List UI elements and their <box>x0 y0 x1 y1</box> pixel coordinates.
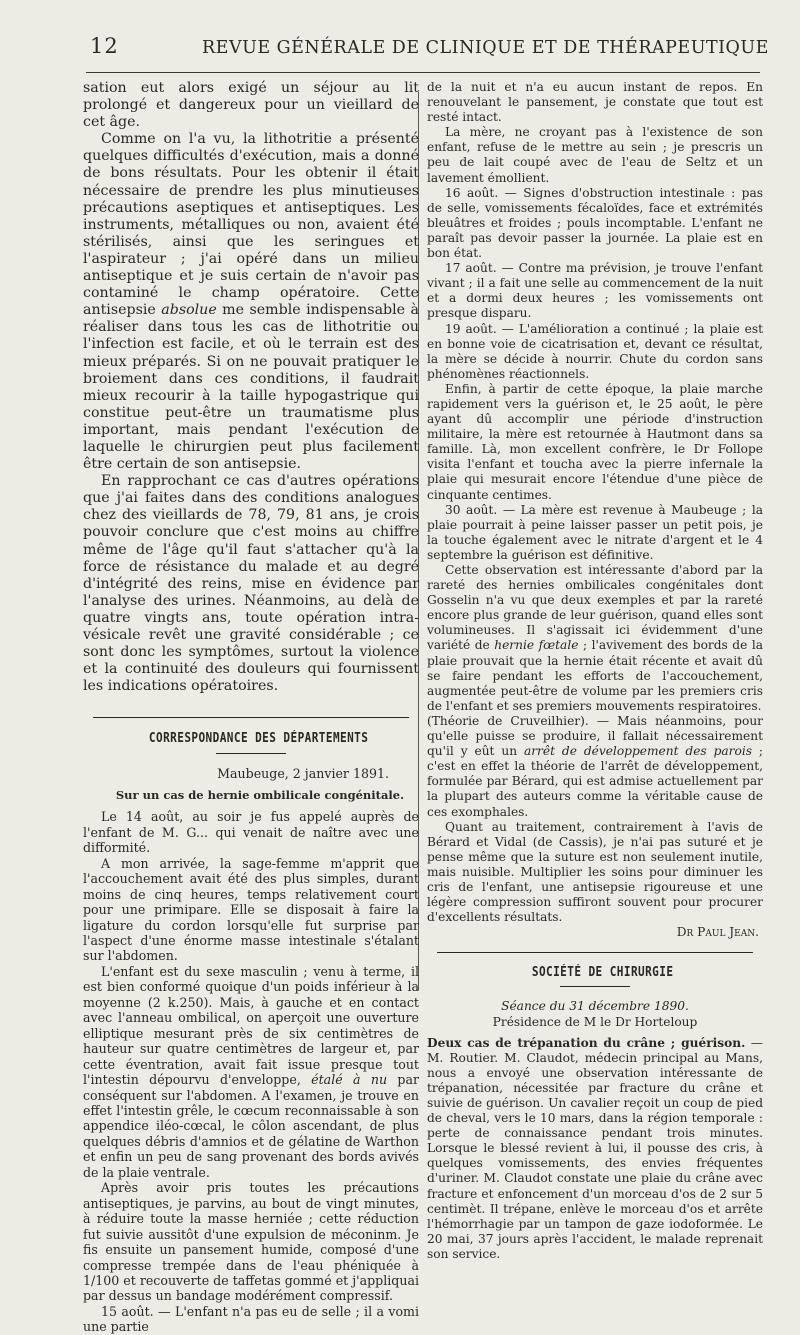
right-column <box>427 80 763 1262</box>
right-paragraph-9 <box>427 714 763 820</box>
right-paragraph-8 <box>427 563 763 714</box>
section-title-societe: SOCIÉTÉ DE CHIRURGIE <box>531 965 674 981</box>
text-run: Comme on l'a vu, la lithotritie a présenté quelques difficultés d'exécution, mais a donné de bons résultats. Pour les obtenir il était nécessaire de prendre les plus minutieuses précautions aseptiques et antiseptiques. Les instruments, métalliques ou non, avaient été stérilisés, ainsi que les seringues et l'aspirateur ; j'ai opéré dans un milieu antiseptique et je suis certain de n'avoir pas contaminé le champ opératoire. Cette antisepsie <box>83 131 419 319</box>
left-paragraph-3: En rapprochant ce cas d'autres opérations que j'ai faites dans des conditions analogues chez des vieillards de 78, 79, 81 ans, je crois pouvoir conclure que c'est moins au chiffre même de l'âge qu'il faut s'attacher qu'à la force de résistance du malade et au degré d'intégrité des reins, mise en évidence par l'analyse des urines. Néanmoins, au delà de quatre vingts ans, toute opération intra-vésicale revêt une gravité considérable ; ce sont donc les symptômes, surtout la violence et la continuité des douleurs qui fournissent les indications opératoires. <box>83 473 419 695</box>
case-paragraph-5: 15 août. — L'enfant n'a pas eu de selle ; il a vomi une partie <box>83 1303 419 1335</box>
emphasis: arrêt de développement des parois <box>523 744 752 759</box>
right-paragraph-7: 30 août. — La mère est revenue à Maubeuge ; la plaie pourrait à peine laisser passer un petit pois, je la touche également avec le nitrate d'argent et le 4 septembre la guérison est définitive. <box>427 502 763 562</box>
signature: Dr Paul Jean. <box>676 925 759 940</box>
case-paragraph-3 <box>83 964 419 1180</box>
seance-label: Séance du <box>501 999 566 1014</box>
right-paragraph-1: de la nuit et n'a eu aucun instant de repos. En renouvelant le pansement, je constate que tout est resté intact. <box>427 80 763 125</box>
case-paragraph-4: Après avoir pris toutes les précautions antiseptiques, je parvins, au bout de vingt minutes, à réduire toute la masse herniée ; cette réduction fut suivie aussitôt d'une expulsion de méconinm. Je fis ensuite un pansement humide, composé d'une compresse trempée dans de l'eau phéniquée à 1/100 et recouverte de taffetas gommé et j'appliquai par dessus un bandage modérément compressif. <box>83 1180 419 1304</box>
text-run: Cette observation est intéressante d'abord par la rareté des hernies ombilicales congénitales dont Gosselin n'a vu que deux exemples et par la rareté encore plus grande de leur guérison, quand elles sont volumineuses. Il s'agissait ici évidemment d'une variété de <box>427 563 763 653</box>
section-title-correspondance: CORRESPONDANCE DES DÉPARTEMENTS <box>148 731 369 747</box>
text-run: ; c'est en effet la théorie de l'arrêt de développement, formulée par Bérard, qui est admise actuellement par la plupart des auteurs comme la véritable cause de ces exomphales. <box>427 744 763 819</box>
text-run: me semble indispensable à réaliser dans tous les cas de lithotritie ou l'infection est facile, et où le terrain est des mieux préparés. Si on ne pouvait pratiquer le broiement dans ces conditions, il faudrait mieux recourir à la taille hypogastrique qui constitue peut-être un traumatisme plus important, mais pendant l'exécution de laquelle le chirurgien peut plus facilement être certain de son antisepsie. <box>83 302 419 473</box>
running-title: REVUE GÉNÉRALE DE CLINIQUE ET DE THÉRAPEUTIQUE <box>202 38 769 58</box>
bold-run: Deux cas de trépanation du crâne ; guérison. <box>427 1035 746 1050</box>
text-run: (Théorie de Cruveilhier). — Mais néanmoins, pour qu'elle puisse se produire, il fallait nécessairement qu'il y eût un <box>427 713 763 759</box>
text-run: L'enfant est du sexe masculin ; venu à terme, il est bien conformé quoique d'un poids inférieur à la moyenne (2 k.250). Mais, à gauche et en contact avec l'anneau ombilical, on aperçoit une ouverture elliptique mesurant près de six centimètres de hauteur sur quatre centimètres de largeur et, par cette éventration, avait fait issue presque tout l'intestin dépourvu d'enveloppe, <box>83 963 419 1088</box>
right-paragraph-6: Enfin, à partir de cette époque, la plaie marche rapidement vers la guérison et, le 25 août, le père ayant dû accomplir une période d'instruction militaire, la mère est retournée à Hautmont dans sa famille. Là, mon excellent confrère, le Dr Follope visita l'enfant et toucha avec la pierre infernale la plaie qui mesurait encore l'étendue d'une pièce de cinquante centimes. <box>427 381 763 502</box>
left-paragraph-1: sation eut alors exigé un séjour au lit prolongé et dangereux pour un vieillard de cet âge. <box>83 80 419 131</box>
societe-paragraph-1 <box>427 1036 763 1262</box>
header-rule <box>86 72 760 73</box>
case-paragraph-2: A mon arrivée, la sage-femme m'apprit que l'accouchement avait été des plus simples, durant moins de cinq heures, temps relativement court pour une primipare. Elle se disposait à faire la ligature du cordon lorsqu'elle fut surprise par l'aspect d'une énorme masse intestinale s'étalant sur l'abdomen. <box>83 855 419 964</box>
right-paragraph-3: 16 août. — Signes d'obstruction intestinale : pas de selle, vomissements fécaloïdes, face et extrémités bleuâtres et froides ; pouls incomptable. L'enfant ne paraît pas devoir passer la journée. La plaie est en bon état. <box>427 185 763 261</box>
emphasis: étalé à nu <box>311 1072 388 1088</box>
emphasis: hernie fœtale <box>494 638 579 653</box>
seance-line <box>427 999 763 1014</box>
presidence-line: Présidence de M le Dr Horteloup <box>492 1014 698 1029</box>
right-paragraph-2: La mère, ne croyant pas à l'existence de son enfant, refuse de le mettre au sein ; je prescris un peu de lait coupé avec de l'eau de Seltz et un lavement émollient. <box>427 125 763 185</box>
dateline: Maubeuge, 2 janvier 1891. <box>217 766 389 782</box>
text-run: par conséquent sur l'abdomen. A l'examen, je trouve en effet l'intestin grêle, le cœcum reconnaissable à son appendice iléo-cœcal, le côlon ascendant, de plus quelques débris d'amnios et de gélatine de Warthon et enfin un peu de sang provenant des bords avivés de la plaie ventrale. <box>83 1072 419 1180</box>
text-run: ; l'avivement des bords de la plaie prouvait que la hernie était récente et avait dû se faire pendant les efforts de l'accouchement, augmentée peut-être de volume par les premiers cris de l'enfant et ses premiers mouvements respiratoires. <box>427 638 763 713</box>
right-paragraph-10: Quant au traitement, contrairement à l'avis de Bérard et Vidal (de Cassis), je n'ai pas suturé et je pense même que la suture est non seulement inutile, mais nuisible. Multiplier les soins pour diminuer les cris de l'enfant, une antisepsie rigoureuse et une légère compression suffiront souvent pour procurer d'excellents résultats. <box>427 819 763 925</box>
left-column <box>83 80 419 1335</box>
left-paragraph-2 <box>83 131 419 473</box>
seance-date: 31 décembre 1890. <box>569 999 689 1014</box>
right-paragraph-4: 17 août. — Contre ma prévision, je trouve l'enfant vivant ; il a fait une selle au commencement de la nuit et a dormi deux heures ; les vomissements ont presque disparu. <box>427 261 763 321</box>
page-number: 12 <box>90 34 119 58</box>
page-header <box>86 28 769 62</box>
case-paragraph-1: Le 14 août, au soir je fus appelé auprès de l'enfant de M. G... qui venait de naître avec une difformité. <box>83 809 419 856</box>
emphasis: absolue <box>161 302 217 319</box>
correspondance-body <box>83 766 419 1334</box>
article-subhead: Sur un cas de hernie ombilicale congénitale. <box>115 787 405 802</box>
text-run: — M. Routier. M. Claudot, médecin principal au Mans, nous a envoyé une observation intéressante de trépanation, nécessitée par fracture du crâne et suivie de guérison. Un cavalier reçoit un coup de pied de cheval, vers le 10 mars, dans la région temporale : perte de connaissance pendant trois minutes. Lorsque le blessé revient à lui, il pousse des cris, à quelques vomissements, des envies fréquentes d'uriner. M. Claudot constate une plaie du crâne avec fracture et enfoncement d'un morceau d'os de 2 sur 5 centimèt. Il trépane, enlève le morceau d'os et arrête l'hémorrhagie par un tampon de gaze iodoformée. Le 20 mai, 37 jours après l'accident, le malade reprenait son service. <box>427 1035 763 1261</box>
right-paragraph-5: 19 août. — L'amélioration a continué ; la plaie est en bonne voie de cicatrisation et, devant ce résultat, la mère se décide à nourrir. Chute du cordon sans phénomènes réactionnels. <box>427 321 763 381</box>
